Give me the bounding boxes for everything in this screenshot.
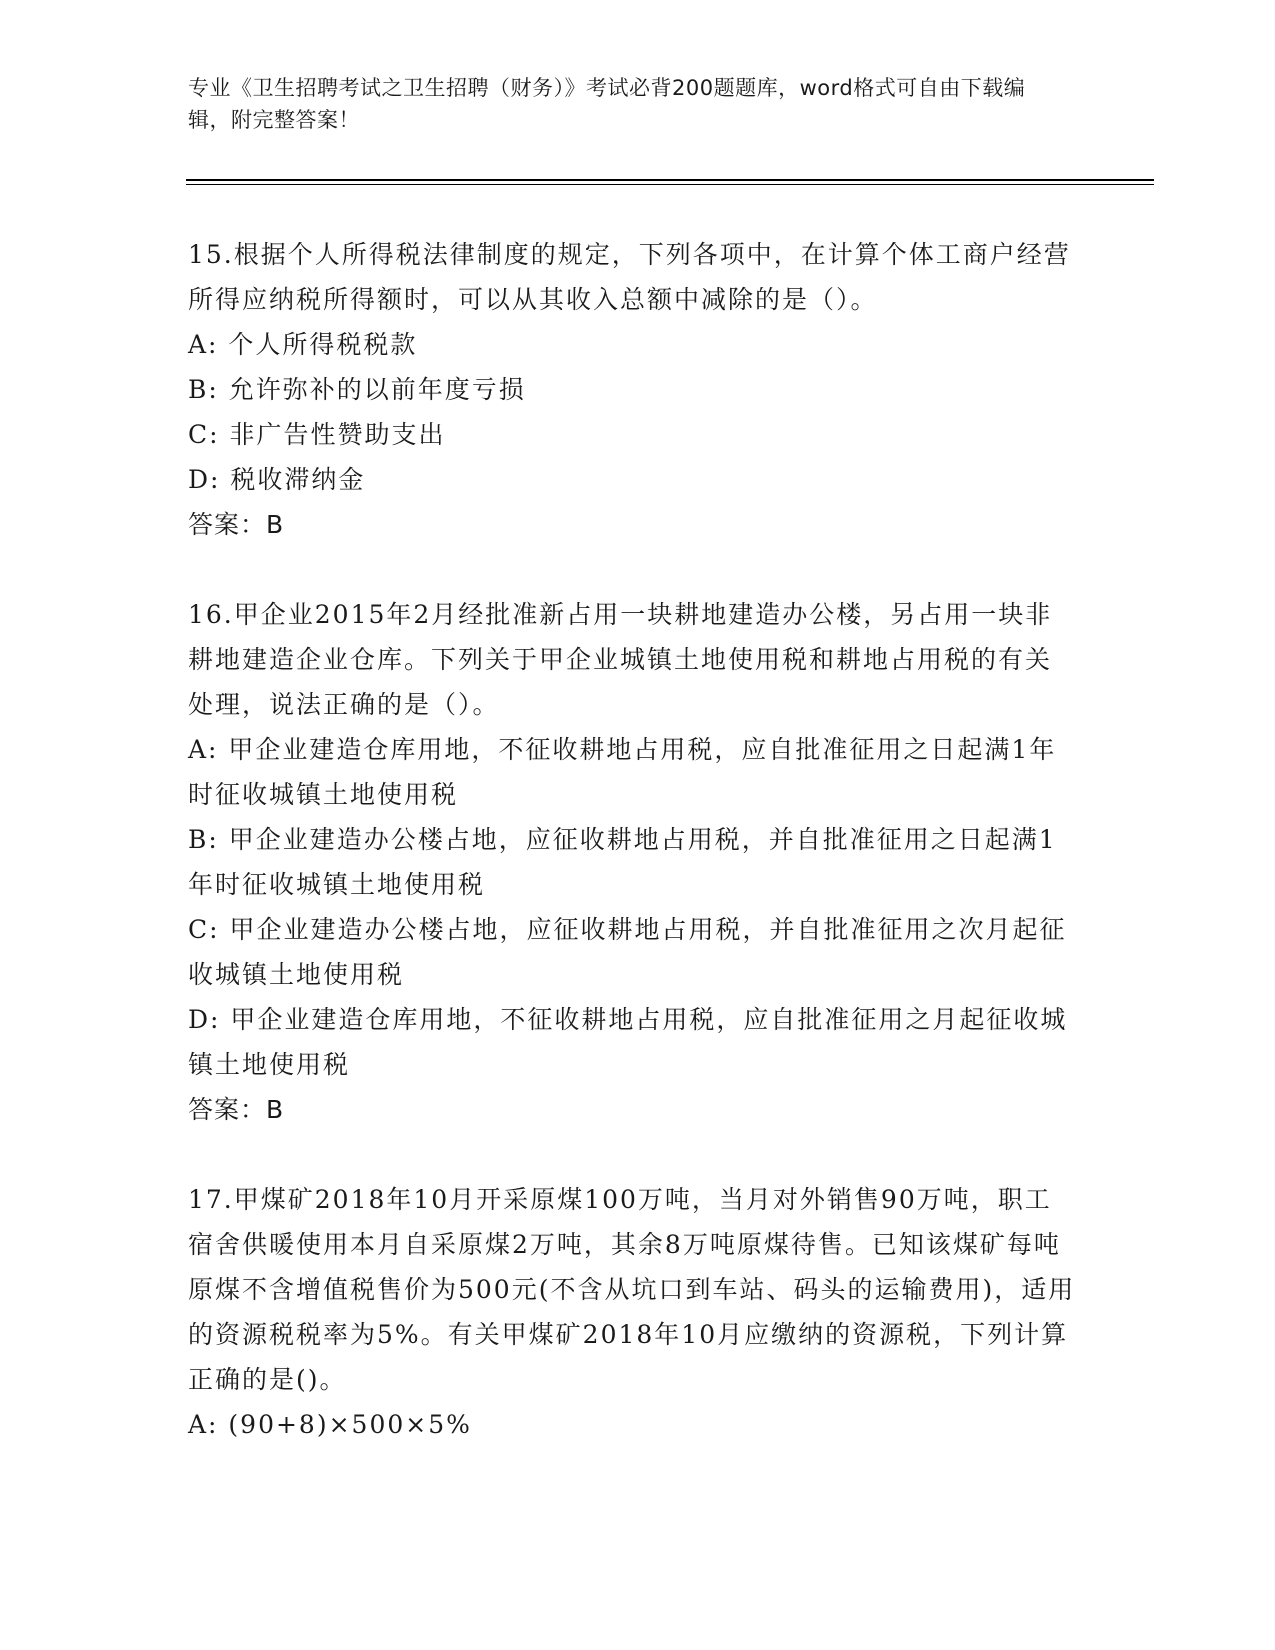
question-list	[188, 232, 1078, 1492]
option-a: A: (90+8)×500×5%	[188, 1410, 472, 1439]
option-c: C: 甲企业建造办公楼占地，应征收耕地占用税，并自批准征用之次月起征收城镇土地使用税	[188, 915, 1067, 989]
option-a: A: 个人所得税税款	[188, 330, 418, 359]
question-15	[188, 232, 1078, 547]
answer-label: 答案：B	[188, 1095, 285, 1124]
answer-label: 答案：B	[188, 510, 285, 539]
question-17	[188, 1177, 1078, 1447]
question-stem: 17.甲煤矿2018年10月开采原煤100万吨，当月对外销售90万吨，职工宿舍供暖使用本月自采原煤2万吨，其余8万吨原煤待售。已知该煤矿每吨原煤不含增值税售价为500元(不含从坑口到车站、码头的运输费用)，适用的资源税税率为5%。有关甲煤矿2018年10月应缴纳的资源税，下列计算正确的是()。	[188, 1185, 1076, 1394]
header-divider-thick	[186, 179, 1154, 181]
option-a: A: 甲企业建造仓库用地，不征收耕地占用税，应自批准征用之日起满1年时征收城镇土地使用税	[188, 735, 1057, 809]
option-b: B: 甲企业建造办公楼占地，应征收耕地占用税，并自批准征用之日起满1年时征收城镇土地使用税	[188, 825, 1057, 899]
option-d: D: 税收滞纳金	[188, 465, 366, 494]
question-stem: 16.甲企业2015年2月经批准新占用一块耕地建造办公楼，另占用一块非耕地建造企业仓库。下列关于甲企业城镇土地使用税和耕地占用税的有关处理，说法正确的是（）。	[188, 600, 1053, 719]
question-stem: 15.根据个人所得税法律制度的规定，下列各项中，在计算个体工商户经营所得应纳税所得额时，可以从其收入总额中减除的是（）。	[188, 240, 1071, 314]
option-b: B: 允许弥补的以前年度亏损	[188, 375, 526, 404]
header-divider-thin	[186, 184, 1154, 185]
option-c: C: 非广告性赞助支出	[188, 420, 446, 449]
option-d: D: 甲企业建造仓库用地，不征收耕地占用税，应自批准征用之月起征收城镇土地使用税	[188, 1005, 1068, 1079]
document-header: 专业《卫生招聘考试之卫生招聘（财务）》考试必背200题题库，word格式可自由下载编辑，附完整答案！	[188, 76, 1026, 132]
question-16	[188, 592, 1078, 1132]
